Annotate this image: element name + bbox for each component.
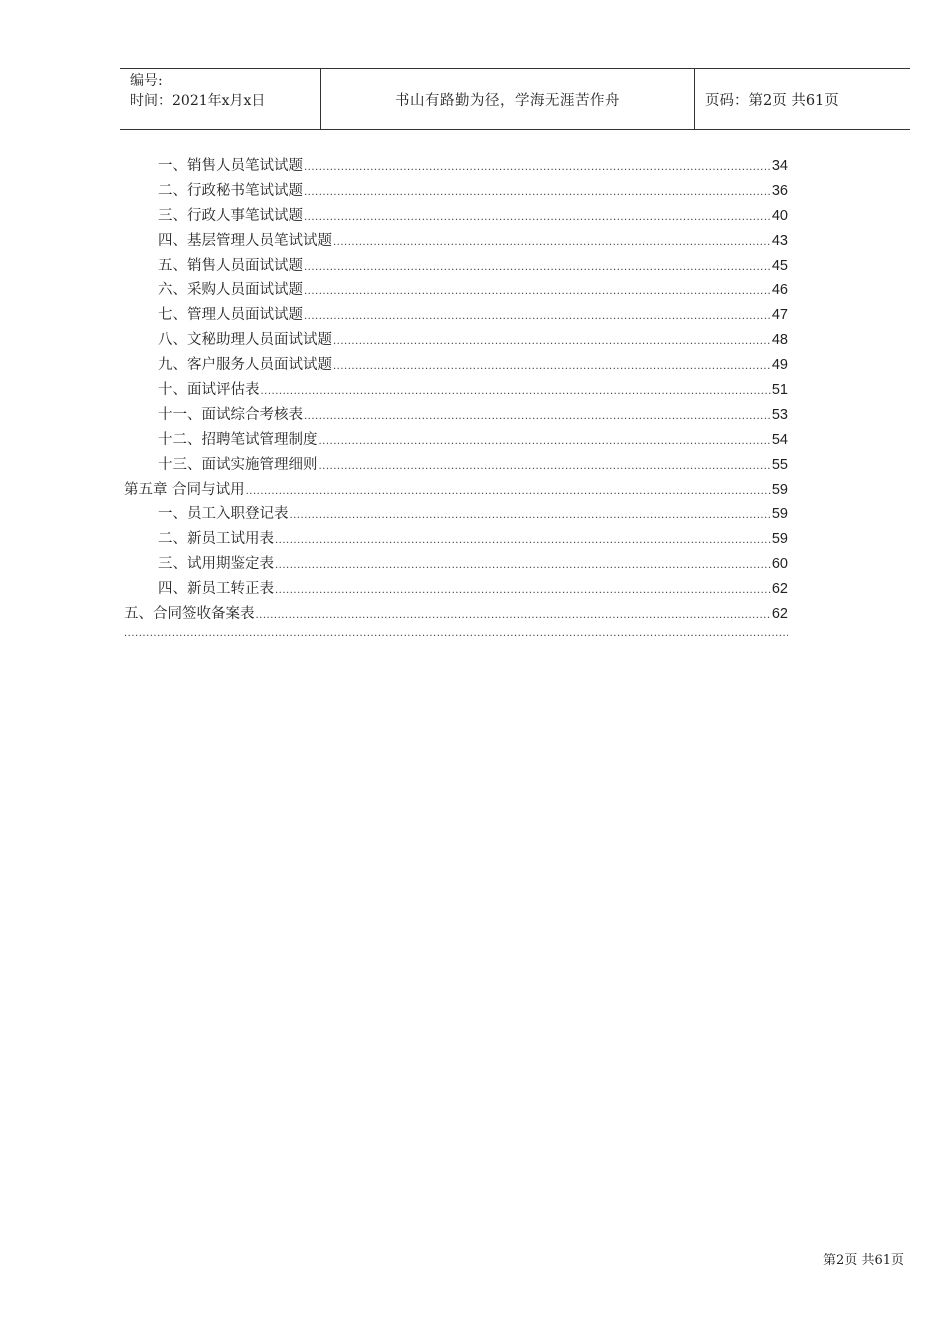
toc-entry-page-number: 47	[771, 307, 788, 324]
toc-entry-page-number: 62	[771, 581, 788, 598]
toc-entry-title: 三、试用期鉴定表	[158, 556, 274, 573]
toc-entry[interactable]	[124, 303, 788, 328]
header-motto: 书山有路勤为径，学海无涯苦作舟	[395, 92, 620, 109]
toc-entry-page-number: 45	[771, 257, 788, 274]
toc-entry[interactable]	[124, 552, 788, 577]
toc-entry-page-number: 59	[771, 506, 788, 523]
toc-entry-page-number: 59	[771, 531, 788, 548]
toc-entry[interactable]	[124, 378, 788, 403]
toc-entry-title: 二、行政秘书笔试试题	[158, 182, 303, 199]
toc-entry-title: 四、基层管理人员笔试试题	[158, 232, 332, 249]
toc-entry-title: 一、销售人员笔试试题	[158, 158, 303, 174]
toc-dot-leader	[256, 604, 771, 629]
toc-entry[interactable]	[124, 502, 788, 527]
toc-entry[interactable]	[124, 278, 788, 303]
time-label: 时间：2021年x月x日	[130, 93, 266, 109]
toc-entry-page-number: 54	[771, 431, 788, 448]
toc-entry-page-number: 46	[771, 282, 788, 299]
toc-entry[interactable]	[124, 428, 788, 453]
toc-entry-page-number: 40	[771, 207, 788, 224]
toc-dot-leader	[304, 405, 771, 430]
toc-entry-page-number: 43	[771, 232, 788, 249]
header-meta-cell	[120, 69, 321, 129]
toc-entry[interactable]	[124, 453, 788, 478]
toc-entry[interactable]	[124, 179, 788, 204]
toc-dot-leader	[304, 305, 771, 330]
toc-dot-leader	[275, 579, 771, 604]
dot-leader-line	[124, 628, 788, 648]
toc-entry[interactable]	[124, 154, 788, 179]
header-motto-cell	[321, 69, 695, 129]
page-header	[120, 68, 910, 130]
toc-entry-page-number: 53	[771, 406, 788, 423]
toc-dot-leader	[275, 554, 771, 579]
toc-entry[interactable]	[124, 328, 788, 353]
toc-dot-leader	[290, 504, 771, 529]
toc-dot-leader	[304, 256, 771, 281]
toc-dot-leader	[319, 430, 771, 455]
toc-entry-page-number: 49	[771, 357, 788, 374]
toc-entry-title: 二、新员工试用表	[158, 531, 274, 548]
toc-entry-page-number: 48	[771, 332, 788, 349]
toc-entry[interactable]	[124, 577, 788, 602]
toc-entry-title: 八、文秘助理人员面试试题	[158, 332, 332, 349]
toc-entry-title: 四、新员工转正表	[158, 581, 274, 598]
toc-dot-leader	[304, 156, 771, 181]
toc-dot-leader	[304, 280, 771, 305]
toc-entry-title: 一、员工入职登记表	[158, 506, 289, 523]
toc-entry-title: 六、采购人员面试试题	[158, 282, 303, 299]
toc-entry-title: 三、行政人事笔试试题	[158, 207, 303, 224]
toc-dot-leader	[304, 181, 771, 206]
toc-entry-title: 五、合同签收备案表	[124, 606, 255, 623]
toc-entry[interactable]	[124, 254, 788, 279]
toc-entry-page-number: 36	[771, 182, 788, 199]
toc-entry-page-number: 59	[771, 481, 788, 498]
toc-dot-leader	[319, 455, 771, 480]
toc-entry-title: 七、管理人员面试试题	[158, 307, 303, 324]
toc-entry-page-number: 62	[771, 606, 788, 623]
toc-entry-page-number: 55	[771, 456, 788, 473]
header-page-cell	[695, 69, 910, 129]
toc-entry-title: 五、销售人员面试试题	[158, 257, 303, 274]
toc-entry[interactable]	[124, 602, 788, 627]
toc-dot-leader	[275, 529, 771, 554]
footer-page-info: 第2页 共61页	[823, 1253, 904, 1268]
toc-entry-title: 十三、面试实施管理细则	[158, 456, 318, 473]
toc-entry-page-number: 60	[771, 556, 788, 573]
toc-entry[interactable]	[124, 229, 788, 254]
header-page-info: 页码：第2页 共61页	[705, 92, 839, 109]
toc-entry-title: 十二、招聘笔试管理制度	[158, 431, 318, 448]
toc-dot-leader	[246, 480, 771, 505]
toc-entry-title: 第五章 合同与试用	[124, 481, 245, 498]
toc-entry[interactable]	[124, 527, 788, 552]
toc-entry-title: 十一、面试综合考核表	[158, 406, 303, 423]
toc-entry-page-number: 34	[771, 158, 788, 174]
toc-entry-page-number: 51	[771, 382, 788, 399]
toc-entry[interactable]	[124, 478, 788, 503]
toc-entry[interactable]	[124, 403, 788, 428]
toc-entry[interactable]	[124, 353, 788, 378]
page-footer	[823, 1249, 904, 1268]
table-of-contents	[124, 154, 788, 627]
serial-number-label: 编号:	[130, 73, 163, 89]
toc-dot-leader	[333, 355, 771, 380]
toc-dot-leader	[304, 206, 771, 231]
toc-dot-leader	[261, 380, 771, 405]
toc-dot-leader	[333, 330, 771, 355]
toc-entry-title: 十、面试评估表	[158, 382, 260, 399]
toc-entry-title: 九、客户服务人员面试试题	[158, 357, 332, 374]
toc-entry[interactable]	[124, 204, 788, 229]
toc-dot-leader	[333, 231, 771, 256]
